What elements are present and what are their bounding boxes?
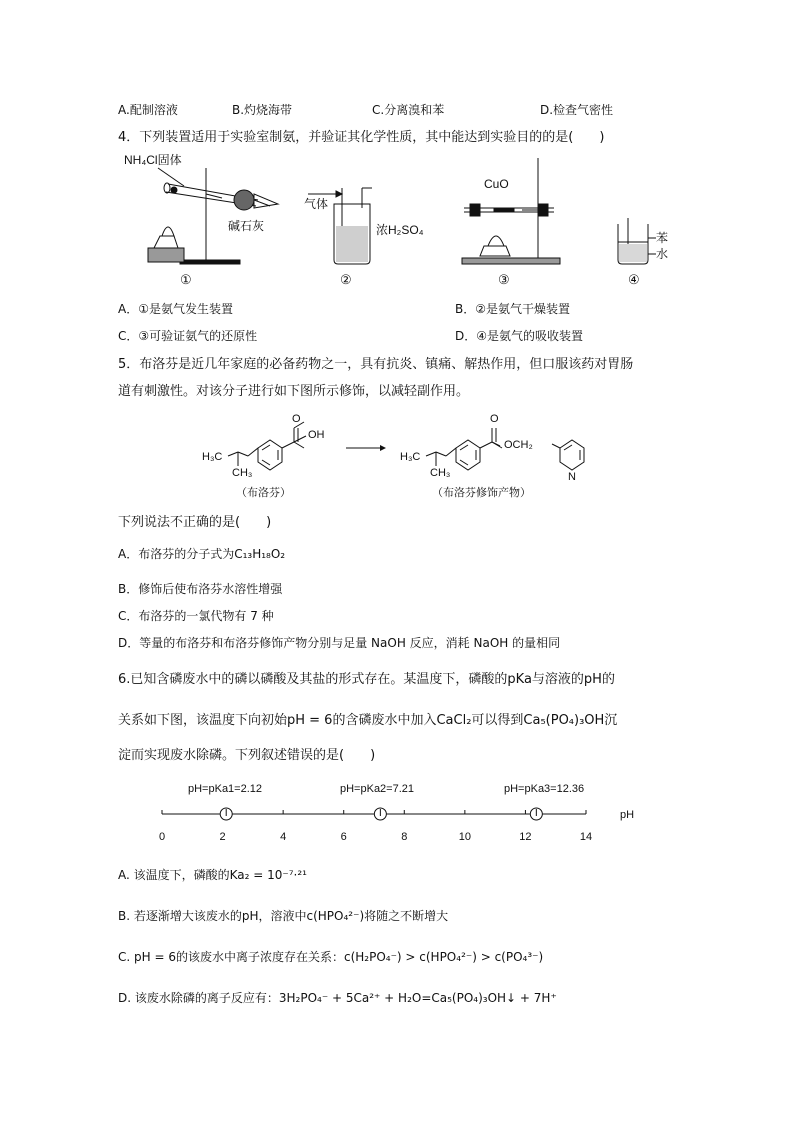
product-ch3-label: CH₃ bbox=[430, 467, 451, 479]
q4-apparatus-figure bbox=[118, 148, 678, 290]
n-label: N bbox=[568, 471, 576, 483]
n1-label: ① bbox=[180, 272, 192, 287]
q4-stem: 4．下列装置适用于实验室制氨，并验证其化学性质，其中能达到实验目的的是( ) bbox=[118, 130, 605, 145]
ibuprofen-structures bbox=[200, 408, 620, 504]
cuo-label: CuO bbox=[484, 177, 509, 191]
caption-ibuprofen: （布洛芬） bbox=[236, 487, 291, 499]
o-label: O bbox=[292, 413, 301, 425]
q5-option-c: C．布洛芬的一氯代物有 7 种 bbox=[118, 609, 274, 623]
axis-tick-label: 6 bbox=[340, 831, 347, 843]
axis-tick-label: 14 bbox=[579, 831, 593, 843]
gas-label: 气体 bbox=[304, 197, 329, 211]
apparatus-2 bbox=[304, 188, 424, 287]
axis-tick-label: 10 bbox=[458, 831, 471, 843]
pka2-label: pH=pKa2=7.21 bbox=[340, 783, 415, 795]
axis-tick-label: 0 bbox=[158, 831, 166, 843]
apparatus-1 bbox=[124, 152, 278, 287]
nh4cl-label: NH₄Cl固体 bbox=[124, 153, 182, 167]
q4-option-a: A．①是氨气发生装置 bbox=[118, 302, 233, 316]
axis-tick-label: 4 bbox=[280, 831, 287, 843]
n2-label: ② bbox=[340, 272, 352, 287]
q3-option-c: C.分离溴和苯 bbox=[372, 103, 445, 117]
q5-stem-line1: 5．布洛芬是近几年家庭的必备药物之一，具有抗炎、镇痛、解热作用，但口服该药对胃肠 bbox=[118, 357, 634, 372]
h3c-label: H₃C bbox=[202, 451, 223, 463]
q6-option-d: D. 该废水除磷的离子反应有：3H₂PO₄⁻ + 5Ca²⁺ + H₂O=Ca₅(PO₄)₃OH↓ + 7H⁺ bbox=[118, 991, 557, 1005]
apparatus-3 bbox=[462, 158, 560, 287]
product-h3c-label: H₃C bbox=[400, 451, 421, 463]
n3-label: ③ bbox=[498, 272, 510, 287]
soda-lime-label: 碱石灰 bbox=[228, 219, 265, 233]
benzene-label: 苯 bbox=[656, 231, 669, 245]
q3-option-a: A.配制溶液 bbox=[118, 103, 178, 117]
q5-stem-line2: 道有刺激性。对该分子进行如下图所示修饰，以减轻副作用。 bbox=[118, 384, 470, 399]
q6-option-a: A. 该温度下，磷酸的Ka₂ = 10⁻⁷·²¹ bbox=[118, 868, 307, 882]
axis-tick-label: 12 bbox=[519, 831, 532, 843]
ibuprofen-molecule bbox=[228, 422, 306, 470]
q6-stem-line1: 6.已知含磷废水中的磷以磷酸及其盐的形式存在。某温度下，磷酸的pKa与溶液的pH的 bbox=[118, 672, 615, 687]
apparatus-4 bbox=[618, 218, 668, 287]
q3-option-b: B.灼烧海带 bbox=[232, 103, 293, 117]
n4-label: ④ bbox=[628, 272, 640, 287]
caption-product: （布洛芬修饰产物） bbox=[432, 487, 531, 499]
q6-stem-line2: 关系如下图，该温度下向初始pH = 6的含磷废水中加入CaCl₂可以得到Ca₅(PO₄)₃OH沉 bbox=[118, 713, 618, 728]
q4-option-d: D．④是氨气的吸收装置 bbox=[455, 329, 583, 343]
ph-axis-diagram bbox=[150, 778, 650, 844]
q4-option-b: B．②是氨气干燥装置 bbox=[455, 302, 570, 316]
axis-unit-label: pH bbox=[620, 809, 635, 821]
oh-label: OH bbox=[308, 429, 325, 441]
product-o-label: O bbox=[490, 413, 499, 425]
axis-tick-label: 2 bbox=[219, 831, 226, 843]
pka1-label: pH=pKa1=2.12 bbox=[188, 783, 263, 795]
pka3-label: pH=pKa3=12.36 bbox=[504, 783, 585, 795]
q5-prompt: 下列说法不正确的是( ) bbox=[118, 515, 272, 530]
q3-option-d: D.检查气密性 bbox=[540, 103, 614, 117]
q6-option-b: B. 若逐渐增大该废水的pH，溶液中c(HPO₄²⁻)将随之不断增大 bbox=[118, 909, 449, 923]
conc-h2so4-label: 浓H₂SO₄ bbox=[376, 223, 424, 237]
q6-option-c: C. pH = 6的该废水中离子浓度存在关系：c(H₂PO₄⁻) > c(HPO₄²⁻) > c(PO₄³⁻) bbox=[118, 950, 544, 964]
q6-stem-line3: 淀而实现废水除磷。下列叙述错误的是( ) bbox=[118, 748, 376, 763]
axis-tick-label: 8 bbox=[401, 831, 408, 843]
och2-label: OCH₂ bbox=[504, 439, 533, 451]
q5-option-d: D．等量的布洛芬和布洛芬修饰产物分别与足量 NaOH 反应，消耗 NaOH 的量相同 bbox=[118, 636, 561, 650]
ch3-label: CH₃ bbox=[232, 467, 253, 479]
water-label: 水 bbox=[656, 247, 669, 261]
q5-option-a: A．布洛芬的分子式为C₁₃H₁₈O₂ bbox=[118, 547, 286, 561]
q4-option-c: C．③可验证氨气的还原性 bbox=[118, 329, 258, 343]
q5-option-b: B．修饰后使布洛芬水溶性增强 bbox=[118, 582, 283, 596]
